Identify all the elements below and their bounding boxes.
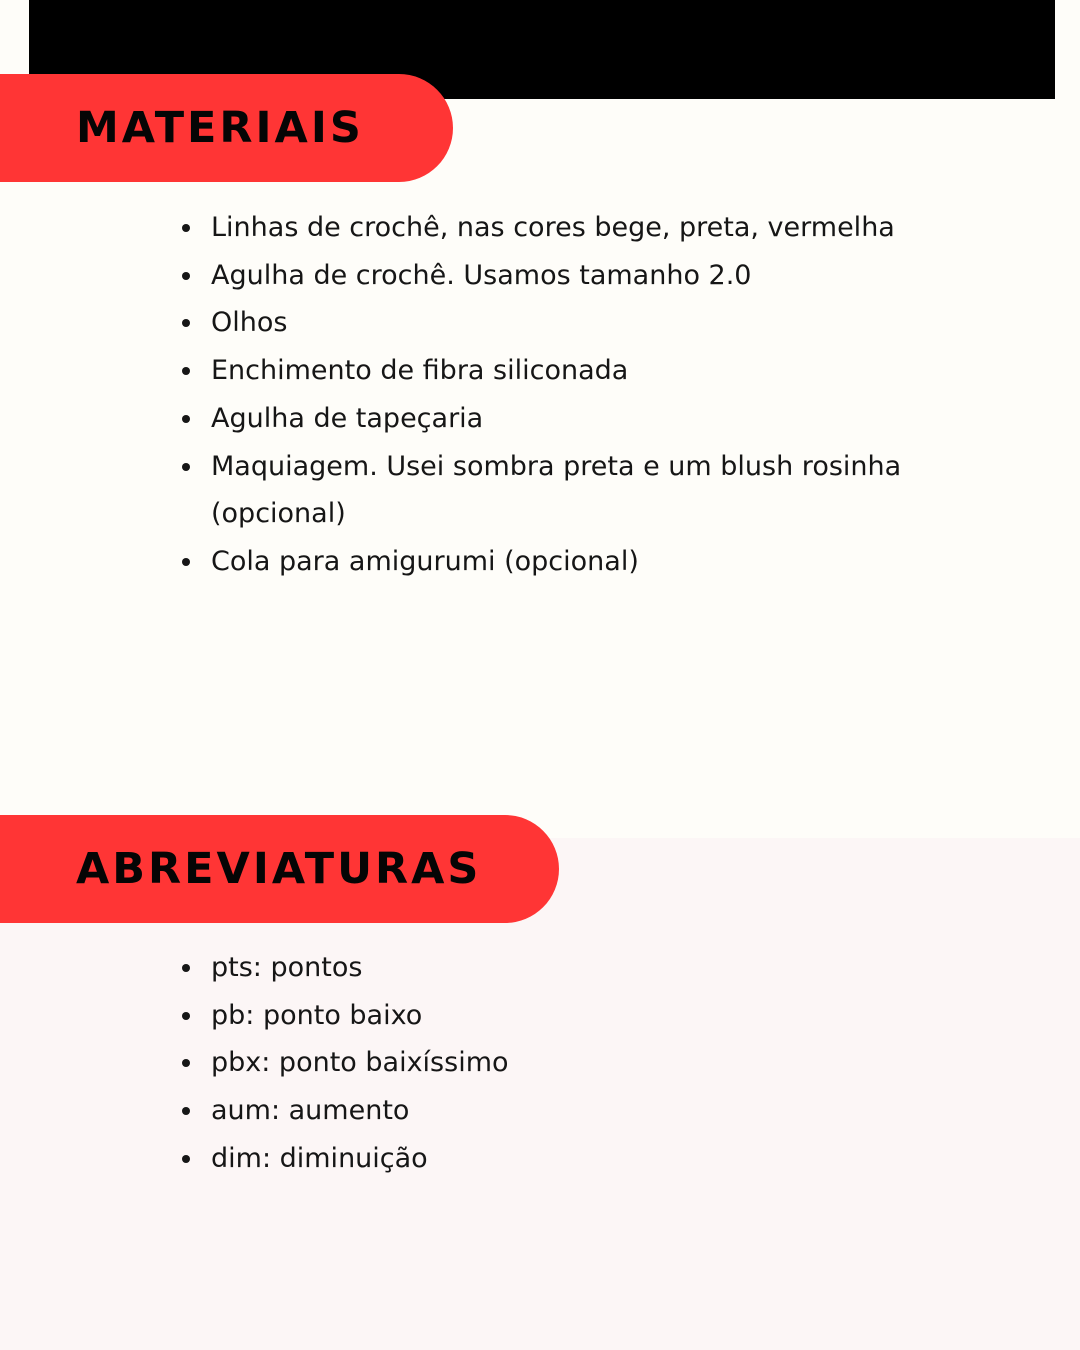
list-item-text: Agulha de tapeçaria <box>211 402 484 434</box>
materiais-title: MATERIAIS <box>76 103 364 153</box>
bullet-icon <box>182 367 190 375</box>
bullet-icon <box>182 319 190 327</box>
list-item <box>182 204 911 252</box>
list-item <box>182 1039 911 1087</box>
list-item-text: Enchimento de fibra siliconada <box>211 355 629 387</box>
bullet-icon <box>182 272 190 280</box>
list-item-text: Linhas de crochê, nas cores bege, preta, vermelha <box>211 212 895 243</box>
list-item <box>182 443 911 538</box>
materiais-list <box>182 204 911 586</box>
list-item-text: aum: aumento <box>211 1095 410 1127</box>
bullet-icon <box>182 415 190 423</box>
list-item-text-continuation: (opcional) <box>211 498 346 530</box>
list-item <box>182 538 911 586</box>
list-item <box>182 252 911 300</box>
list-item <box>182 299 911 347</box>
list-item-text: Cola para amigurumi (opcional) <box>211 545 639 577</box>
abreviaturas-header-tab <box>0 815 559 923</box>
bullet-icon <box>182 1155 190 1163</box>
bullet-icon <box>182 463 190 471</box>
list-item <box>182 992 911 1040</box>
list-item-text: Agulha de crochê. Usamos tamanho 2.0 <box>211 259 752 291</box>
bullet-icon <box>182 1107 190 1115</box>
list-item-text: dim: diminuição <box>211 1142 428 1174</box>
list-item-text: Maquiagem. Usei sombra preta e um blush rosinha <box>211 450 902 482</box>
list-item <box>182 395 911 443</box>
bullet-icon <box>182 1059 190 1067</box>
list-item-text: pts: pontos <box>211 952 363 983</box>
bullet-icon <box>182 224 190 232</box>
bullet-icon <box>182 558 190 566</box>
list-item <box>182 944 911 992</box>
bullet-icon <box>182 1012 190 1020</box>
list-item <box>182 1087 911 1135</box>
bullet-icon <box>182 964 190 972</box>
list-item <box>182 347 911 395</box>
abreviaturas-title: ABREVIATURAS <box>76 844 482 894</box>
list-item-text: pb: ponto baixo <box>211 999 423 1031</box>
list-item <box>182 1135 911 1183</box>
list-item-text: Olhos <box>211 307 288 339</box>
materiais-header-tab <box>0 74 453 182</box>
list-item-text: pbx: ponto baixíssimo <box>211 1047 509 1079</box>
abreviaturas-list <box>182 944 911 1183</box>
